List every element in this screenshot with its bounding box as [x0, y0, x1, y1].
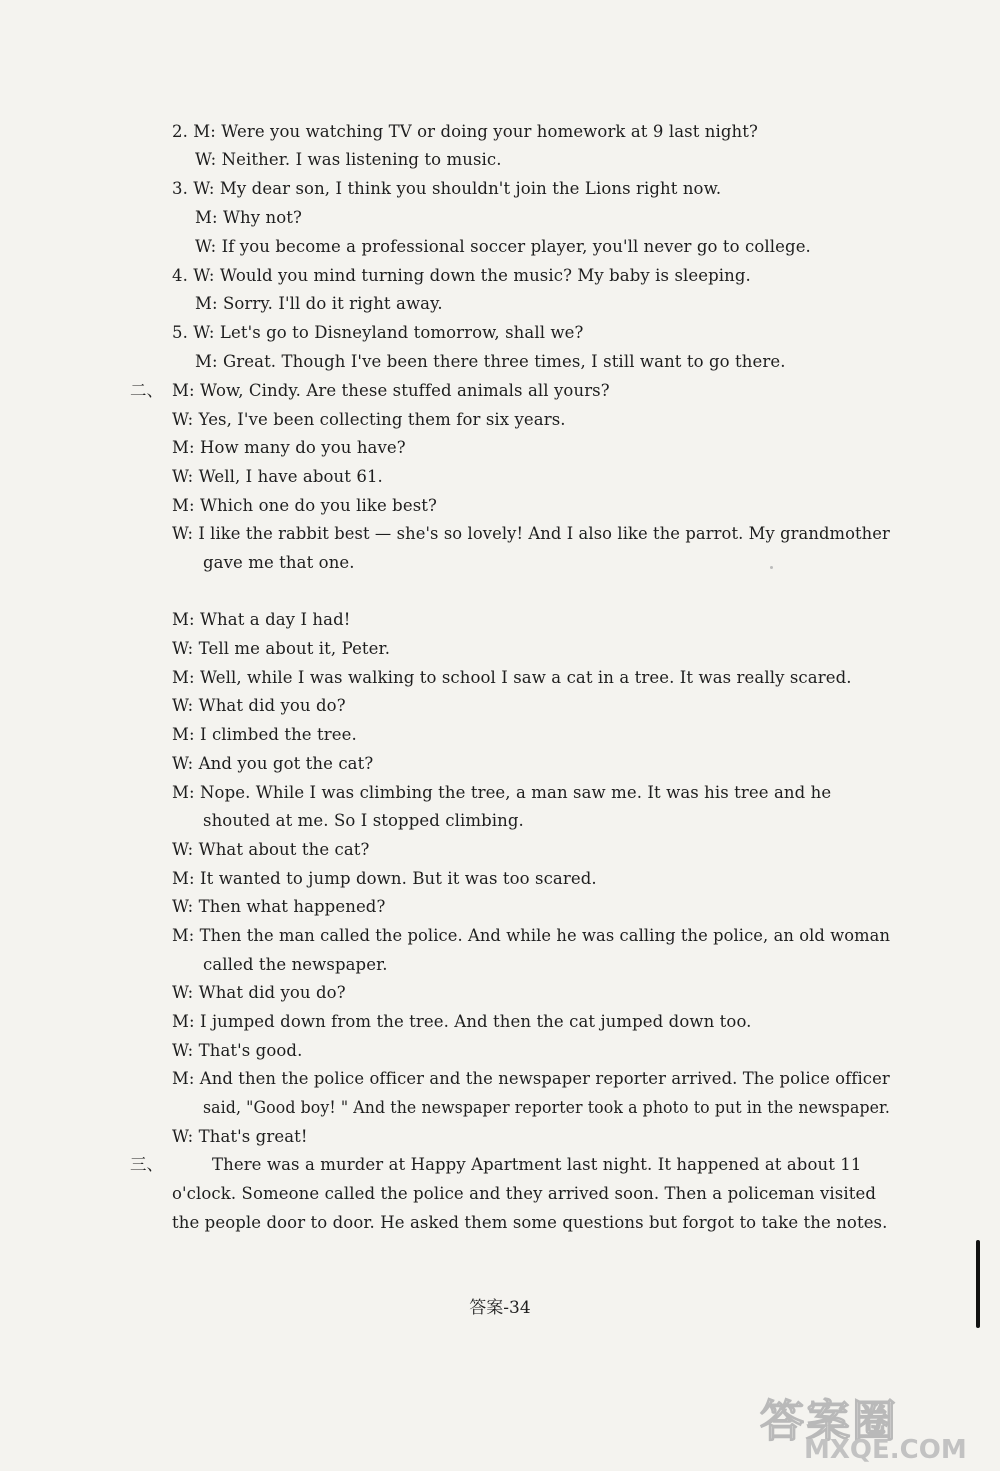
text-line: M: Wow, Cindy. Are these stuffed animals all yours?	[172, 381, 610, 400]
text-line: W: What about the cat?	[172, 840, 370, 859]
text-line: M: Why not?	[195, 208, 302, 227]
text-line: M: And then the police officer and the newspaper reporter arrived. The police officer	[172, 1069, 890, 1088]
watermark	[760, 1385, 1000, 1471]
text-line: W: Well, I have about 61.	[172, 467, 383, 486]
text-line: W: Neither. I was listening to music.	[195, 150, 502, 169]
text-line: M: Which one do you like best?	[172, 496, 437, 515]
text-line: the people door to door. He asked them some questions but forgot to take the notes.	[172, 1213, 888, 1232]
section-marker-two: 二、	[130, 381, 163, 400]
text-line: M: I jumped down from the tree. And then the cat jumped down too.	[172, 1012, 752, 1031]
text-line: W: That's great!	[172, 1127, 308, 1146]
watermark-logo-text: 答案圈	[760, 1396, 898, 1447]
text-line: said, "Good boy! " And the newspaper reporter took a photo to put in the newspaper.	[203, 1098, 891, 1117]
text-line: 2. M: Were you watching TV or doing your homework at 9 last night?	[172, 122, 758, 141]
text-line: shouted at me. So I stopped climbing.	[203, 811, 524, 830]
text-line: W: If you become a professional soccer player, you'll never go to college.	[195, 237, 811, 256]
text-line: W: Yes, I've been collecting them for six years.	[172, 410, 566, 429]
page-number: 答案-34	[469, 1298, 531, 1318]
text-line: W: What did you do?	[172, 696, 346, 715]
scan-speck	[770, 566, 773, 569]
text-line: called the newspaper.	[203, 955, 388, 974]
text-line: M: Then the man called the police. And while he was calling the police, an old woman	[172, 926, 891, 945]
text-line: W: Then what happened?	[172, 897, 386, 916]
text-line: o'clock. Someone called the police and they arrived soon. Then a policeman visited	[172, 1184, 876, 1203]
text-line: 5. W: Let's go to Disneyland tomorrow, shall we?	[172, 323, 584, 342]
text-line: M: It wanted to jump down. But it was too scared.	[172, 869, 597, 888]
text-line: 4. W: Would you mind turning down the music? My baby is sleeping.	[172, 266, 751, 285]
text-line: W: That's good.	[172, 1041, 303, 1060]
text-line: W: I like the rabbit best — she's so lovely! And I also like the parrot. My grandmother	[172, 524, 890, 543]
scan-edge-mark	[976, 1240, 980, 1328]
text-line: 3. W: My dear son, I think you shouldn't join the Lions right now.	[172, 179, 722, 198]
text-line: W: Tell me about it, Peter.	[172, 639, 391, 658]
text-line: gave me that one.	[203, 553, 355, 572]
text-line: M: How many do you have?	[172, 438, 406, 457]
text-line: M: Well, while I was walking to school I saw a cat in a tree. It was really scared.	[172, 668, 852, 687]
text-line: W: What did you do?	[172, 983, 346, 1002]
text-line: W: And you got the cat?	[172, 754, 374, 773]
text-line: M: Great. Though I've been there three times, I still want to go there.	[195, 352, 786, 371]
text-line: M: Nope. While I was climbing the tree, a man saw me. It was his tree and he	[172, 783, 832, 802]
text-line: M: What a day I had!	[172, 610, 351, 629]
section-marker-three: 三、	[130, 1155, 163, 1174]
text-line: There was a murder at Happy Apartment last night. It happened at about 11	[212, 1155, 862, 1174]
watermark-url: MXQE.COM	[804, 1435, 967, 1465]
text-line: M: I climbed the tree.	[172, 725, 357, 744]
text-line: M: Sorry. I'll do it right away.	[195, 294, 443, 313]
